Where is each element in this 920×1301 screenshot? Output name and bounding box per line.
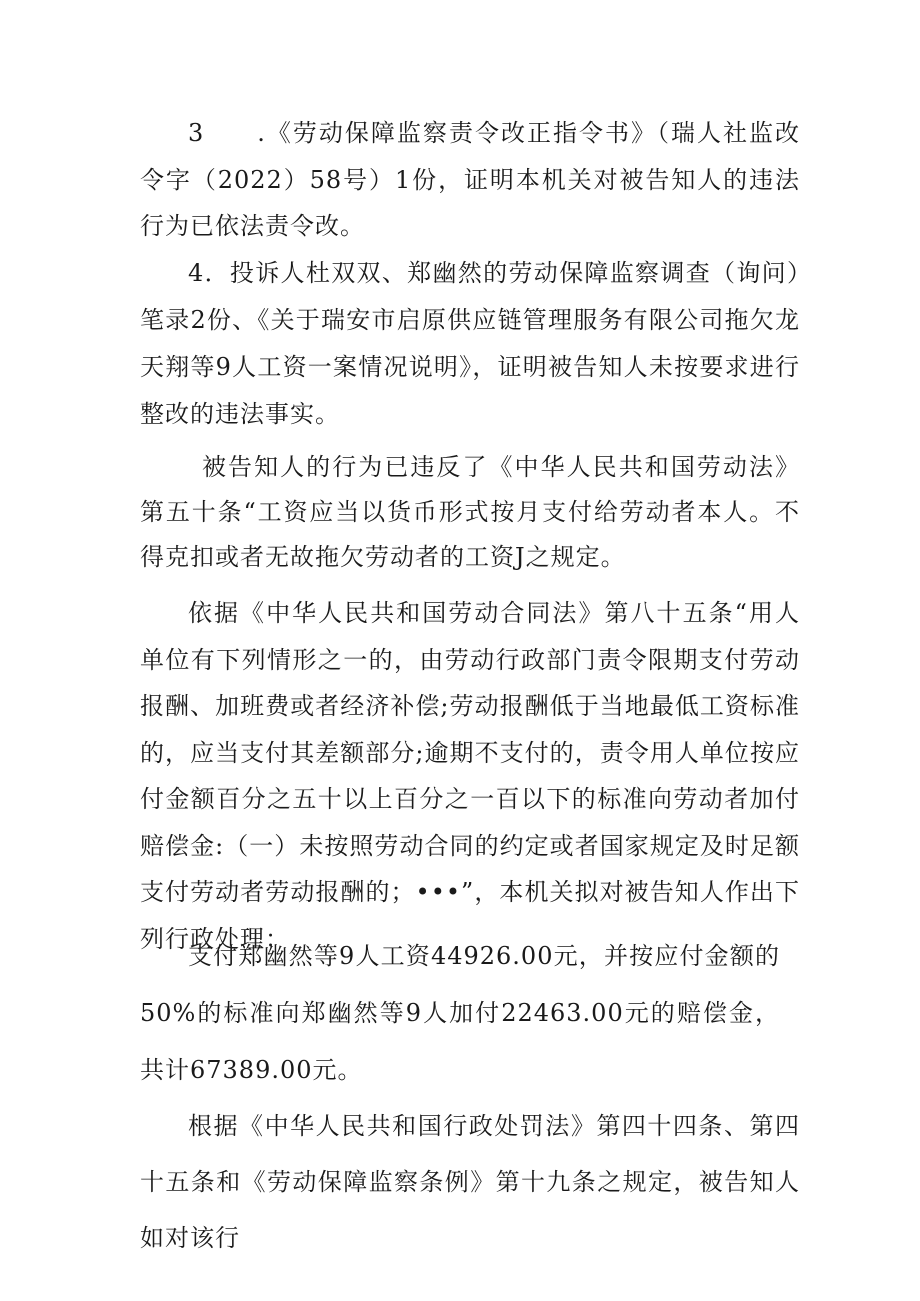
paragraph-evidence-3: 3 .《劳动保障监察责令改正指令书》（瑞人社监改令字（2022）58号）1份，证明本机关对被告知人的违法行为已依法责令改。 xyxy=(140,119,800,240)
paragraph-rights-notice: 根据《中华人民共和国行政处罚法》第四十四条、第四十五条和《劳动保障监察条例》第十九条之规定，被告知人如对该行 xyxy=(140,1112,800,1252)
paragraph-decision: 支付郑幽然等9人工资44926.00元，并按应付金额的50%的标准向郑幽然等9人加付22463.00元的赔偿金，共计67389.00元。 xyxy=(140,942,780,1084)
paragraph-evidence-4: 4．投诉人杜双双、郑幽然的劳动保障监察调查（询问）笔录2份、《关于瑞安市启原供应链管理服务有限公司拖欠龙天翔等9人工资一案情况说明》，证明被告知人未按要求进行整改的违法事实。 xyxy=(140,259,800,428)
paragraph-legal-basis: 依据《中华人民共和国劳动合同法》第八十五条“用人单位有下列情形之一的，由劳动行政部门责令限期支付劳动报酬、加班费或者经济补偿;劳动报酬低于当地最低工资标准的，应当支付其差额部分;逾期不支付的，责令用人单位按应付金额百分之五十以上百分之一百以下的标准向劳动者加付赔偿金:（一）未按照劳动合同的约定或者国家规定及时足额支付劳动者劳动报酬的；•••”，本机关拟对被告知人作出下列行政处理： xyxy=(140,599,800,953)
paragraph-violation: 被告知人的行为已违反了《中华人民共和国劳动法》第五十条“工资应当以货币形式按月支付给劳动者本人。不得克扣或者无故拖欠劳动者的工资J之规定。 xyxy=(140,453,800,571)
